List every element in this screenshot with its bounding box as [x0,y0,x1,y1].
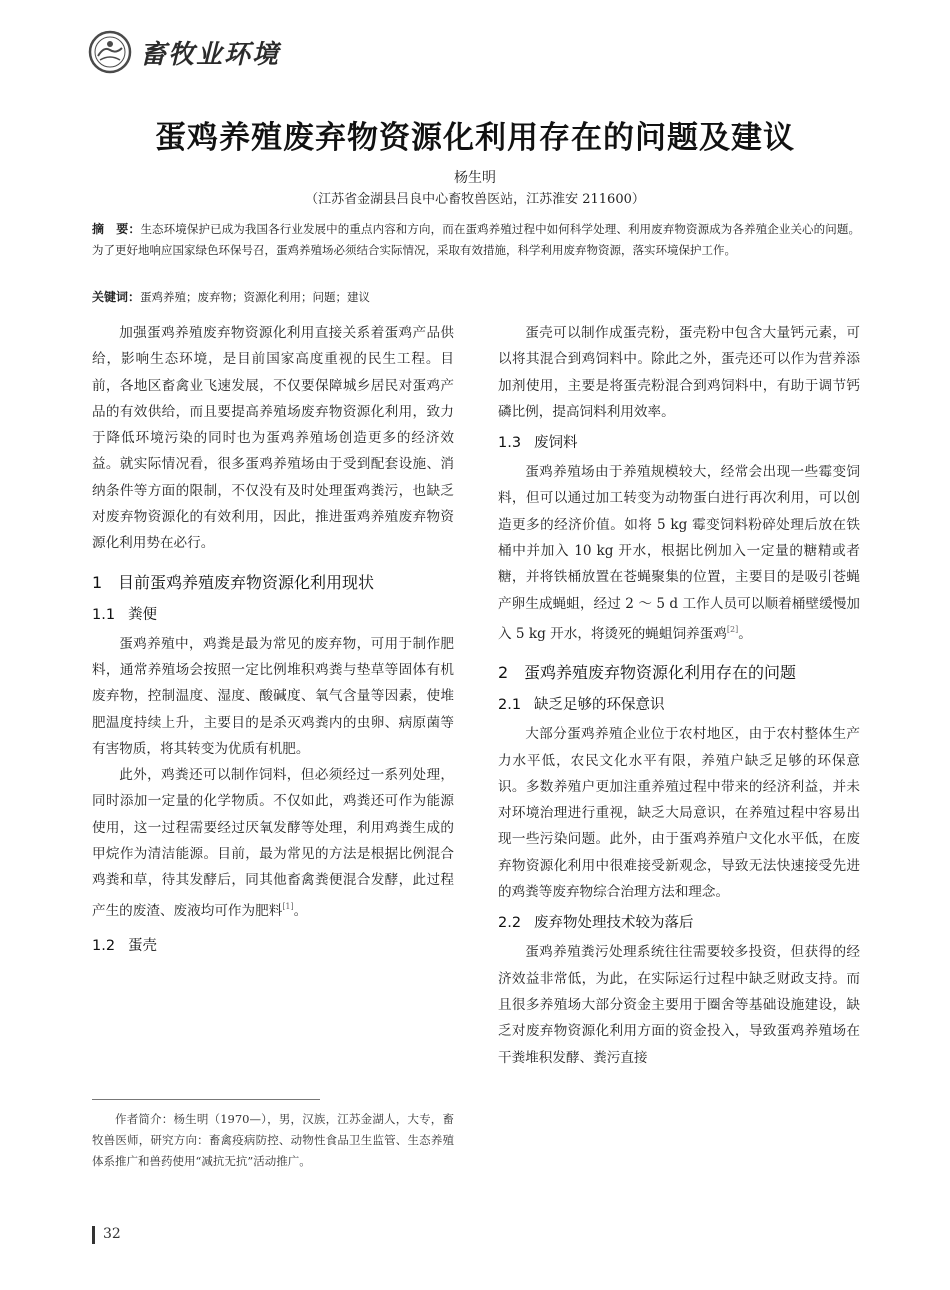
section-2-1-paragraph: 大部分蛋鸡养殖企业位于农村地区，由于农村整体生产力水平低，农民文化水平有限，养殖户缺乏足够的环保意识。多数养殖户更加注重养殖过程中带来的经济利益，并未对环境治理进行重视，缺乏大局意识，在养殖过程中容易出现一些污染问题。此外，由于蛋鸡养殖户文化水平低，在废弃物资源化利用中很难接受新观念，导致无法快速接受先进的鸡粪等废弃物综合治理方法和理念。 [498,726,860,901]
page-number-bar [92,1226,95,1244]
section-number: 1 [92,572,103,592]
section-1-3-heading [498,431,860,455]
section-1-1-heading [92,603,454,627]
section-title: 蛋壳 [128,937,157,954]
author-footnote: 作者简介：杨生明（1970—），男，汉族，江苏金湖人，大专，畜牧兽医师，研究方向：畜禽疫病防控、动物性食品卫生监管、生态养殖体系推广和兽药使用“减抗无抗”活动推广。 [92,1112,454,1168]
section-1-1-paragraph-2 [92,762,454,924]
paragraph-text: 此外，鸡粪还可以制作饲料，但必须经过一系列处理，同时添加一定量的化学物质。不仅如此，鸡粪还可作为能源使用，这一过程需要经过厌氧发酵等处理，利用鸡粪生成的甲烷作为清洁能源。目前，最为常见的方法是根据比例混合鸡粪和草，待其发酵后，同其他畜禽粪便混合发酵，此过程产生的废渣、废液均可作为肥料 [92,767,454,919]
section-title: 缺乏足够的环保意识 [534,697,665,714]
section-1-heading [92,571,454,595]
section-number: 1.2 [92,937,116,954]
journal-name: 畜牧业环境 [140,39,281,70]
abstract-text: 生态环境保护已成为我国各行业发展中的重点内容和方向，而在蛋鸡养殖过程中如何科学处理、利用废弃物资源成为各养殖企业关心的问题。为了更好地响应国家绿色环保号召，蛋鸡养殖场必须结合实际情况，采取有效措施，科学利用废弃物资源，落实环境保护工作。 [92,222,860,257]
paragraph-end: 。 [293,902,308,919]
section-title: 粪便 [128,606,157,623]
section-title: 废饲料 [534,435,578,452]
keywords [92,287,860,308]
section-2-1-heading [498,693,860,717]
section-number: 1.1 [92,606,116,623]
citation-ref: [1] [282,901,294,911]
left-column [92,320,454,962]
keywords-text: 蛋鸡养殖；废弃物；资源化利用；问题；建议 [140,290,371,304]
section-2-2-heading [498,911,860,935]
paragraph-text: 蛋鸡养殖场由于养殖规模较大，经常会出现一些霉变饲料，但可以通过加工转变为动物蛋白进行再次利用，可以创造更多的经济价值。如将 5 kg 霉变饲料粉碎处理后放在铁桶中并加入 10 kg 开水，根据比例加入一定量的糖精或者糖，并将铁桶放置在苍蝇聚集的位置，主要目的是吸引苍蝇产卵生成蝇蛆，经过 2 ～ 5 d 工作人员可以顺着桶壁缓慢加入 5 kg 开水，将烫死的蝇蛆饲养蛋鸡 [498,464,860,642]
journal-logo-icon [88,30,132,74]
abstract [92,219,860,261]
journal-masthead [88,24,288,80]
right-column [498,320,860,1071]
paragraph-end: 。 [738,625,752,642]
section-number: 2.2 [498,915,522,932]
section-number: 2.1 [498,697,522,714]
section-title: 目前蛋鸡养殖废弃物资源化利用现状 [118,572,375,592]
section-number: 1.3 [498,435,522,452]
section-title: 蛋鸡养殖废弃物资源化利用存在的问题 [524,663,797,683]
section-1-1-paragraph-1: 蛋鸡养殖中，鸡粪是最为常见的废弃物，可用于制作肥料，通常养殖场会按照一定比例堆积鸡粪与垫草等固体有机废弃物，控制温度、湿度、酸碱度、氧气含量等因素，使堆肥温度持续上升，主要目的是杀灭鸡粪内的虫卵、病原菌等有害物质，将其转变为优质有机肥。 [92,635,454,757]
section-title: 废弃物处理技术较为落后 [534,915,694,932]
section-2-heading [498,661,860,685]
page-number: 32 [103,1226,121,1242]
intro-paragraph: 加强蛋鸡养殖废弃物资源化利用直接关系着蛋鸡产品供给，影响生态环境，是目前国家高度重视的民生工程。目前，各地区畜禽业飞速发展，不仅要保障城乡居民对蛋鸡产品的有效供给，而且要提高养殖场废弃物资源化利用，致力于降低环境污染的同时也为蛋鸡养殖场创造更多的经济效益。就实际情况看，很多蛋鸡养殖场由于受到配套设施、消纳条件等方面的限制，不仅没有及时处理蛋鸡粪污，也缺乏对废弃物资源化的有效利用，因此，推进蛋鸡养殖废弃物资源化利用势在必行。 [92,325,454,552]
footnote-divider [92,1099,320,1100]
section-2-2-paragraph: 蛋鸡养殖粪污处理系统往往需要较多投资，但获得的经济效益非常低，为此，在实际运行过程中缺乏财政支持。而且很多养殖场大部分资金主要用于圈舍等基础设施建设，缺乏对废弃物资源化利用方面的资金投入，导致蛋鸡养殖场在干粪堆积发酵、粪污直接 [498,944,860,1066]
author-name: 杨生明 [454,170,496,186]
section-1-2-paragraph: 蛋壳可以制作成蛋壳粉，蛋壳粉中包含大量钙元素，可以将其混合到鸡饲料中。除此之外，蛋壳还可以作为营养添加剂使用，主要是将蛋壳粉混合到鸡饲料中，有助于调节钙磷比例，提高饲料利用效率。 [498,325,860,420]
author-affiliation: （江苏省金湖县吕良中心畜牧兽医站，江苏淮安 211600） [305,192,645,207]
abstract-label: 摘 要： [92,222,141,236]
section-1-3-paragraph [498,459,860,647]
paper-title: 蛋鸡养殖废弃物资源化利用存在的问题及建议 [155,120,795,156]
citation-ref: [2] [726,624,739,634]
section-number: 2 [498,663,509,683]
keywords-label: 关键词： [92,290,141,304]
section-1-2-heading [92,934,454,958]
